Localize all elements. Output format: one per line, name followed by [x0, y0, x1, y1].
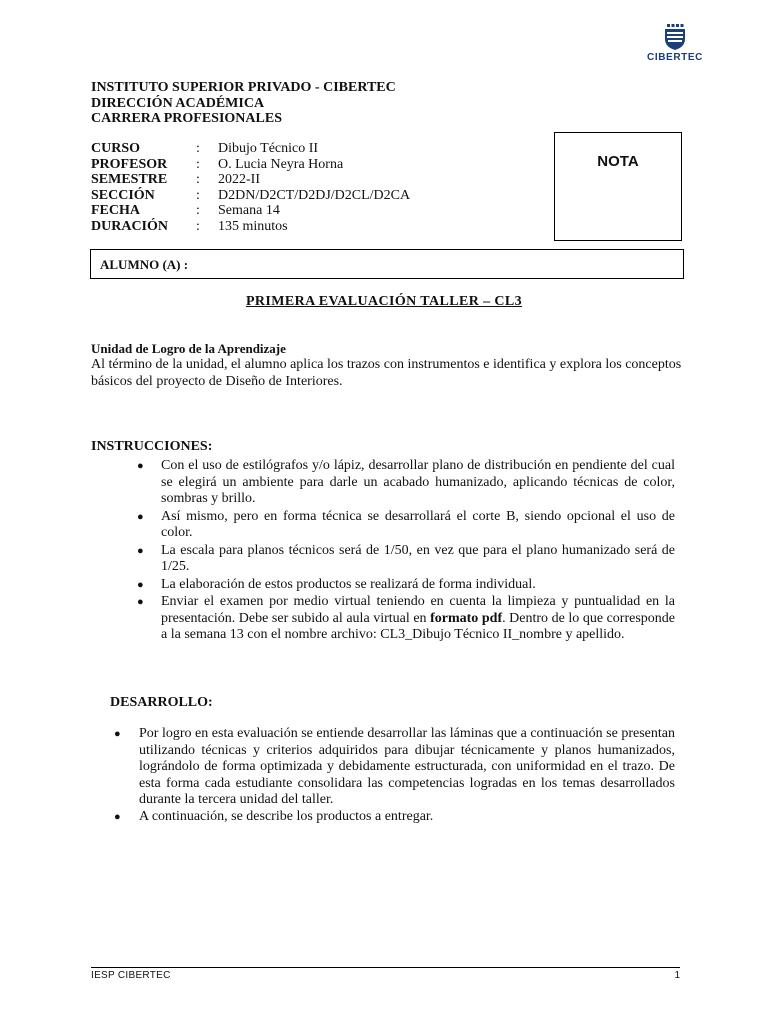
list-item-text: Así mismo, pero en forma técnica se desarrollará el corte B, siendo opcional el uso de color.: [161, 508, 675, 540]
professor-separator: :: [196, 156, 200, 172]
pdf-format-text: formato pdf: [430, 610, 503, 626]
list-item: [114, 808, 675, 826]
course-label: CURSO: [91, 141, 141, 156]
bullet-icon: ●: [114, 810, 121, 823]
page-number: 1: [674, 970, 680, 981]
footer-divider: [91, 967, 680, 968]
cibertec-logo: [641, 24, 709, 66]
program-name: CARRERA PROFESIONALES: [91, 111, 282, 126]
list-item-text: [161, 594, 675, 644]
list-item-text: Con el uso de estilógrafos y/o lápiz, desarrollar plano de distribución en pendiente del cual se elegirá un ambiente para darle un acabado humanizado, aplicando técnicas de color, sombras y brillo.: [161, 458, 675, 506]
grade-box[interactable]: [554, 132, 682, 241]
duration-value: 135 minutos: [218, 218, 288, 234]
instructions-heading: INSTRUCCIONES:: [91, 439, 213, 454]
bullet-icon: ●: [137, 544, 144, 557]
duration-separator: :: [196, 218, 200, 234]
text-before-format: Enviar el examen por medio virtual teniendo en cuenta la limpieza y puntualidad en la presentación. Debe ser subido al aula virtual en: [161, 594, 675, 626]
development-heading: DESARROLLO:: [110, 695, 213, 710]
section-separator: :: [196, 187, 200, 203]
student-name-field[interactable]: [90, 249, 684, 279]
list-item-text: La elaboración de estos productos se realizará de forma individual.: [161, 576, 536, 592]
grade-label: NOTA: [597, 153, 639, 170]
list-item: [137, 458, 675, 508]
student-label: ALUMNO (A) :: [100, 257, 189, 272]
footer-institution: IESP CIBERTEC: [91, 970, 171, 981]
cibertec-shield-icon: [664, 24, 686, 50]
text-after-format: . Dentro de lo que corresponde a la semana 13 con el nombre archivo: CL3_Dibujo Técnico II_nombre y apellido.: [161, 610, 676, 642]
section-label: SECCIÓN: [91, 187, 155, 203]
learning-unit-text: Al término de la unidad, el alumno aplica los trazos con instrumentos e identifica y explora los conceptos básicos del proyecto de Diseño de Interiores.: [91, 357, 682, 389]
exam-title-text: PRIMERA EVALUACIÓN TALLER – CL3: [245, 294, 523, 309]
semester-label: SEMESTRE: [91, 172, 168, 187]
institution-name: INSTITUTO SUPERIOR PRIVADO - CIBERTEC: [91, 80, 396, 95]
duration-label: DURACIÓN: [91, 218, 168, 234]
institution-header: [91, 80, 396, 127]
bullet-icon: ●: [137, 460, 144, 472]
semester-separator: :: [196, 172, 200, 187]
list-item-text: A continuación, se describe los productos a entregar.: [139, 808, 434, 824]
academic-direction: DIRECCIÓN ACADÉMICA: [91, 95, 265, 111]
course-value: Dibujo Técnico II: [218, 141, 319, 156]
list-item: [137, 576, 675, 594]
date-separator: :: [196, 203, 200, 218]
list-item: [137, 594, 676, 644]
bullet-icon: ●: [137, 596, 144, 608]
list-item: [137, 542, 675, 576]
logo-text: CIBERTEC: [647, 52, 703, 63]
list-item: [114, 726, 675, 809]
learning-unit-heading: Unidad de Logro de la Aprendizaje: [91, 341, 286, 356]
exam-title: [0, 294, 768, 310]
semester-value: 2022-II: [218, 172, 260, 187]
list-item-text: Por logro en esta evaluación se entiende desarrollar las láminas que a continuación se presentan utilizando técnicas y criterios adquiridos para dibujar técnicamente y planos humanizados, lográndolo de forma optimizada y debidamente estructurada, con uniformidad en el trazo. De esta forma cada estudiante consolidara las competencias logradas en los temas desarrollados durante la tercera unidad del taller.: [139, 726, 675, 807]
professor-value: O. Lucia Neyra Horna: [218, 156, 344, 172]
section-value: D2DN/D2CT/D2DJ/D2CL/D2CA: [218, 187, 411, 203]
professor-label: PROFESOR: [91, 156, 168, 172]
date-value: Semana 14: [218, 203, 280, 218]
date-label: FECHA: [91, 203, 140, 218]
list-item: [137, 508, 675, 542]
bullet-icon: ●: [137, 578, 144, 591]
list-item-text: La escala para planos técnicos será de 1/50, en vez que para el plano humanizado será de 1/25.: [161, 542, 675, 574]
instructions-list: [137, 458, 676, 645]
course-separator: :: [196, 141, 200, 156]
development-list: [114, 726, 675, 825]
bullet-icon: ●: [137, 510, 144, 523]
bullet-icon: ●: [114, 728, 121, 740]
